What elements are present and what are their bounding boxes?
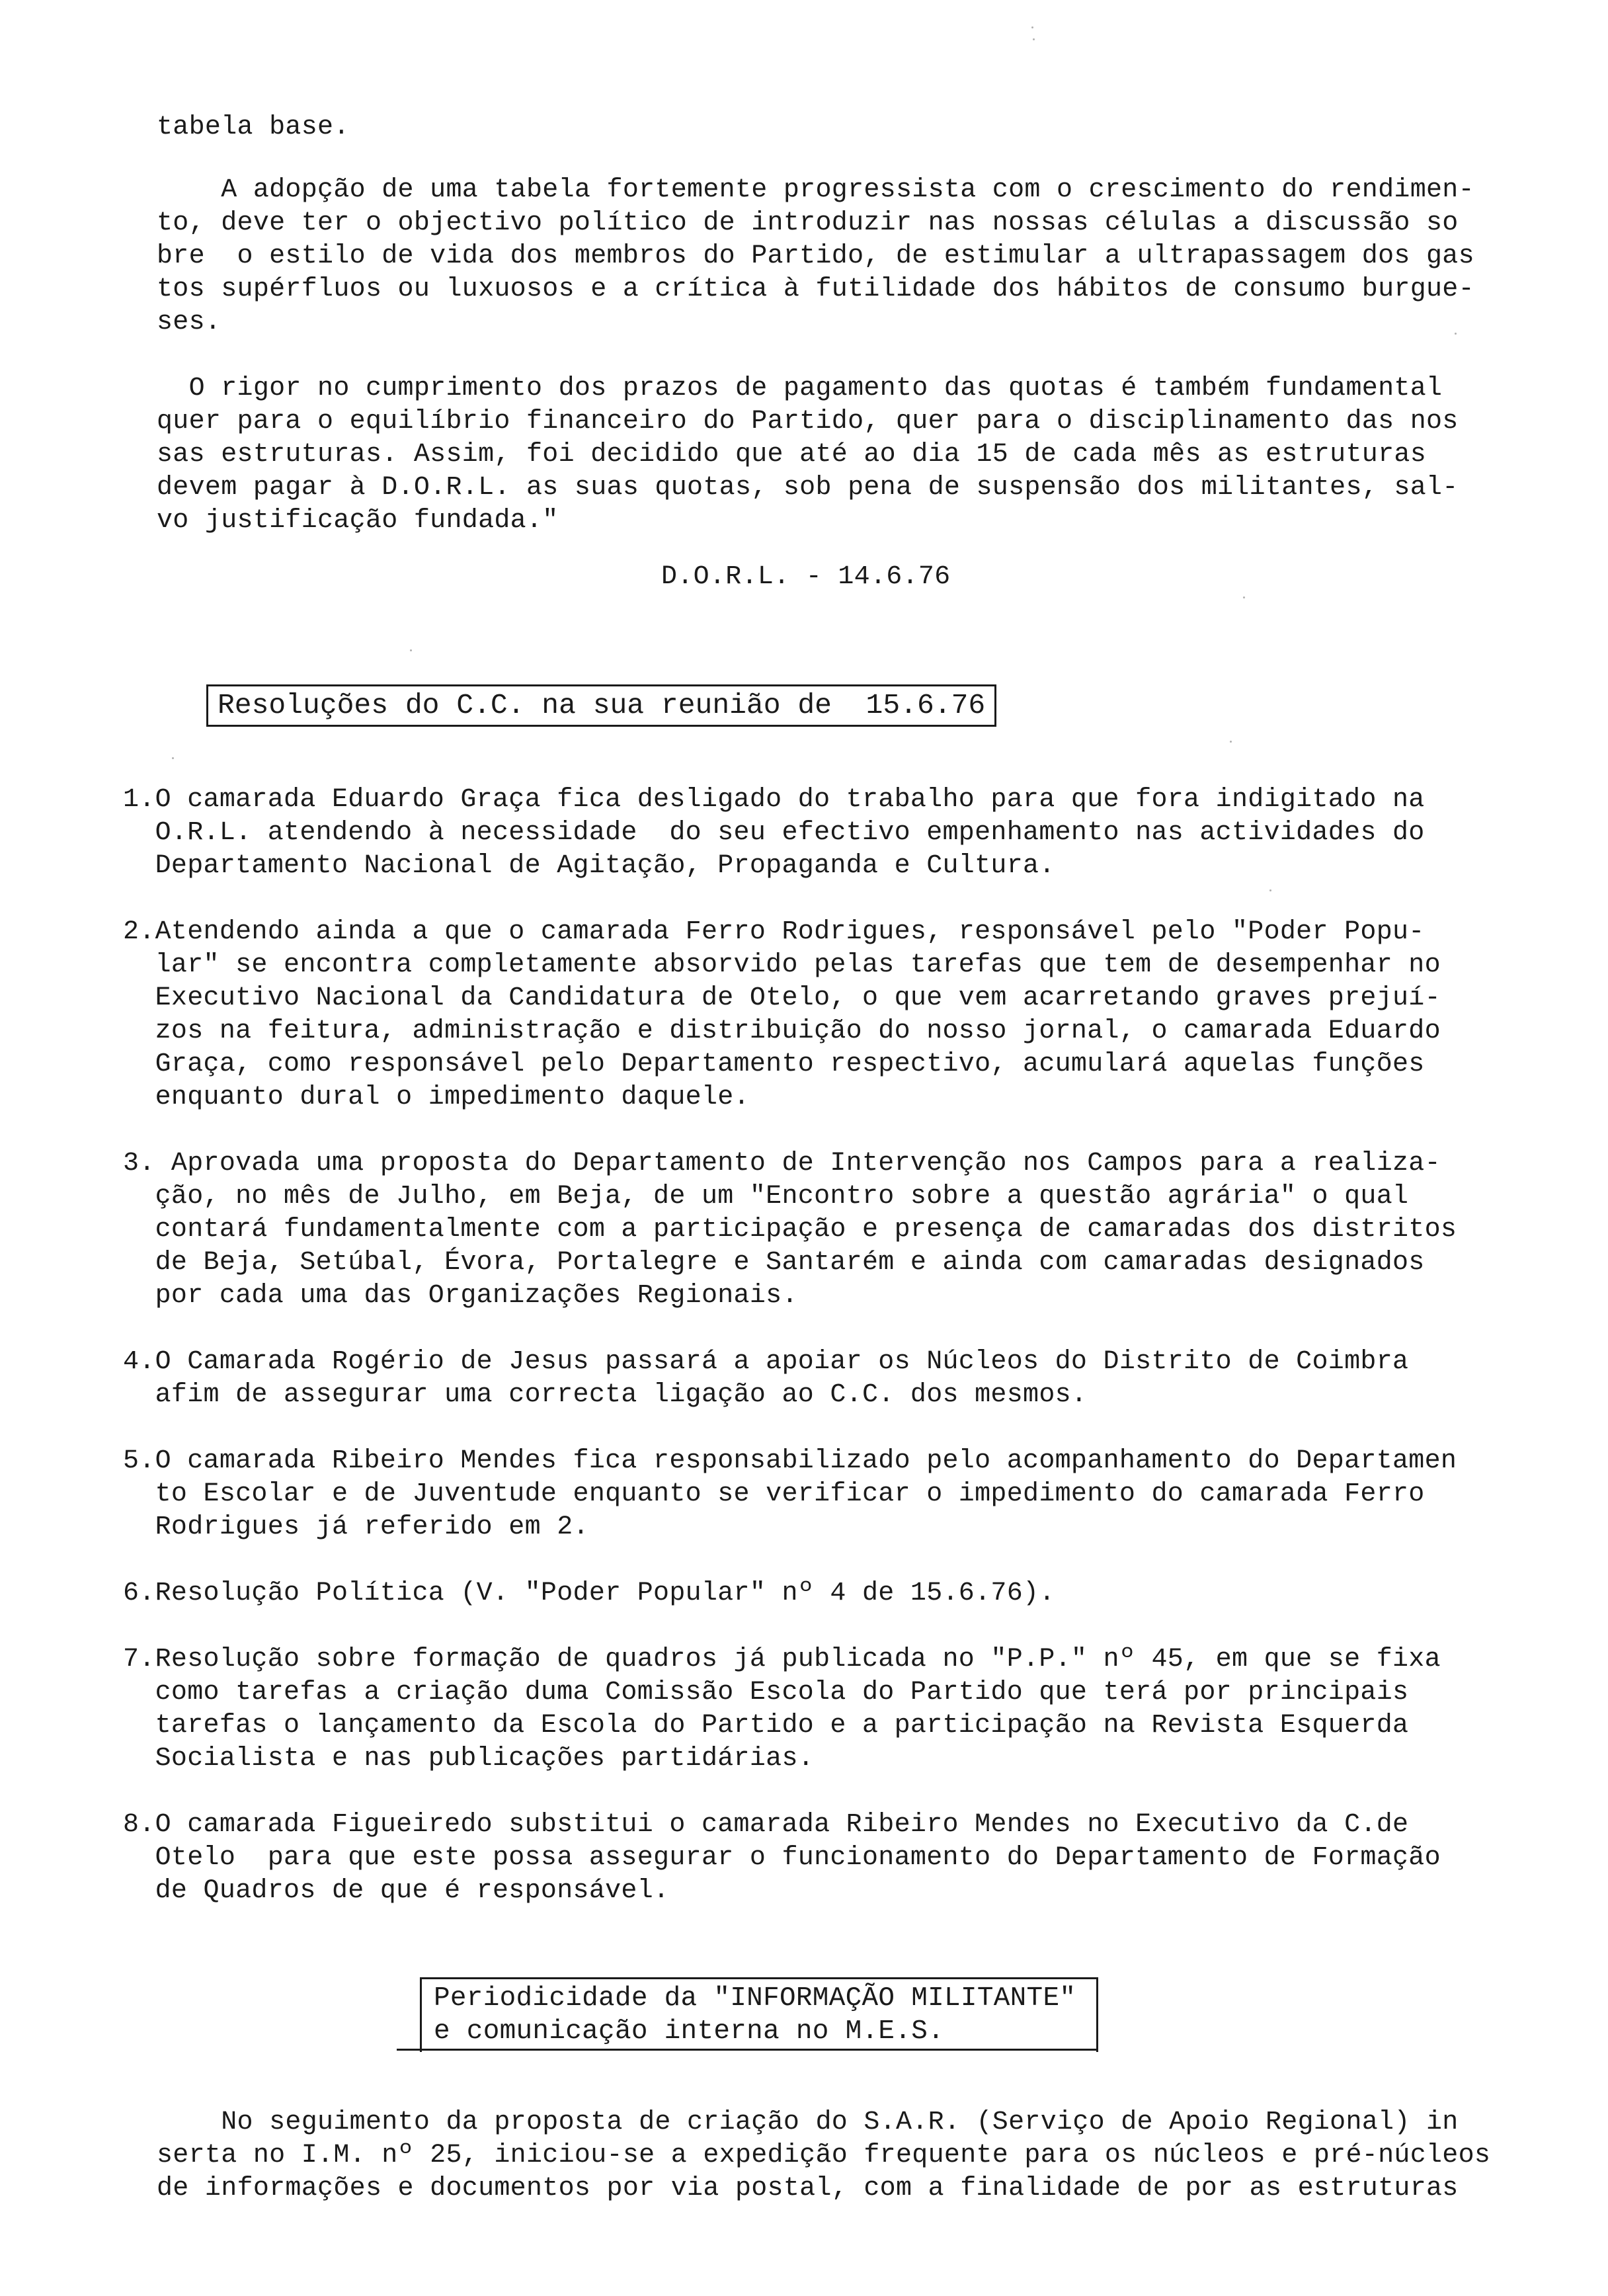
section-heading-box: [420, 1977, 1098, 2052]
text-line: vo justificação fundada.": [157, 506, 559, 536]
text-line: serta no I.M. nº 25, iniciou-se a expedição frequente para os núcleos e pré-núcleos: [157, 2141, 1491, 2170]
list-item-line: Departamento Nacional de Agitação, Propaganda e Cultura.: [123, 851, 1055, 881]
list-item-line: 6.Resolução Política (V. "Poder Popular" nº 4 de 15.6.76).: [123, 1578, 1055, 1608]
text-line: quer para o equilíbrio financeiro do Partido, quer para o disciplinamento das nos: [157, 407, 1459, 436]
scan-speck: [410, 649, 412, 651]
list-item-line: de Beja, Setúbal, Évora, Portalegre e Santarém e ainda com camaradas designados: [123, 1248, 1425, 1278]
text-line: A adopção de uma tabela fortemente progressista com o crescimento do rendimen-: [157, 175, 1474, 205]
text-line: ses.: [157, 308, 221, 337]
heading-underline: [397, 2049, 1096, 2051]
list-item-line: Executivo Nacional da Candidatura de Otelo, o que vem acarretando graves prejuí-: [123, 983, 1441, 1013]
text-line: sas estruturas. Assim, foi decidido que até ao dia 15 de cada mês as estruturas: [157, 440, 1427, 470]
list-item-line: enquanto dural o impedimento daquele.: [123, 1083, 750, 1112]
signature-line: D.O.R.L. - 14.6.76: [661, 562, 951, 592]
section-heading-line: e comunicação interna no M.E.S.: [434, 2016, 945, 2047]
list-item-line: 5.O camarada Ribeiro Mendes fica responsabilizado pelo acompanhamento do Departamen: [123, 1446, 1457, 1476]
list-item-line: 2.Atendendo ainda a que o camarada Ferro Rodrigues, responsável pelo "Poder Popu-: [123, 917, 1425, 947]
text-line: tabela base.: [157, 112, 350, 142]
list-item-line: Socialista e nas publicações partidárias.: [123, 1744, 815, 1774]
list-item-line: Otelo para que este possa assegurar o funcionamento do Departamento de Formação: [123, 1843, 1441, 1873]
section-heading: Resoluções do C.C. na sua reunião de 15.6.76: [206, 684, 996, 727]
list-item-line: 1.O camarada Eduardo Graça fica desligado do trabalho para que fora indigitado na: [123, 785, 1425, 815]
text-line: bre o estilo de vida dos membros do Partido, de estimular a ultrapassagem dos gas: [157, 241, 1474, 271]
section-heading-line: Periodicidade da "INFORMAÇÃO MILITANTE": [434, 1983, 1076, 2014]
list-item-line: ção, no mês de Julho, em Beja, de um "Encontro sobre a questão agrária" o qual: [123, 1182, 1409, 1211]
list-item-line: contará fundamentalmente com a participação e presença de camaradas dos distritos: [123, 1215, 1457, 1245]
scan-speck: [1269, 889, 1271, 891]
scan-speck: [1033, 38, 1035, 40]
scan-speck: [1243, 596, 1245, 598]
text-line: tos supérfluos ou luxuosos e a crítica à futilidade dos hábitos de consumo burgue-: [157, 274, 1474, 304]
list-item-line: Rodrigues já referido em 2.: [123, 1512, 589, 1542]
list-item-line: zos na feitura, administração e distribuição do nosso jornal, o camarada Eduardo: [123, 1016, 1441, 1046]
list-item-line: lar" se encontra completamente absorvido pelas tarefas que tem de desempenhar no: [123, 950, 1441, 980]
scan-speck: [1230, 741, 1232, 743]
list-item-line: O.R.L. atendendo à necessidade do seu efectivo empenhamento nas actividades do: [123, 818, 1425, 848]
text-line: de informações e documentos por via postal, com a finalidade de por as estruturas: [157, 2174, 1459, 2203]
scan-speck: [1455, 333, 1457, 335]
list-item-line: afim de assegurar uma correcta ligação ao C.C. dos mesmos.: [123, 1380, 1088, 1410]
list-item-line: como tarefas a criação duma Comissão Escola do Partido que terá por principais: [123, 1678, 1409, 1707]
list-item-line: Graça, como responsável pelo Departamento respectivo, acumulará aquelas funções: [123, 1049, 1425, 1079]
scan-speck: [172, 757, 174, 759]
list-item-line: tarefas o lançamento da Escola do Partido e a participação na Revista Esquerda: [123, 1711, 1409, 1741]
list-item-line: to Escolar e de Juventude enquanto se verificar o impedimento do camarada Ferro: [123, 1479, 1425, 1509]
text-line: No seguimento da proposta de criação do S.A.R. (Serviço de Apoio Regional) in: [157, 2108, 1459, 2137]
list-item-line: 3. Aprovada uma proposta do Departamento de Intervenção nos Campos para a realiza-: [123, 1149, 1441, 1178]
text-line: O rigor no cumprimento dos prazos de pagamento das quotas é também fundamental: [157, 374, 1443, 403]
list-item-line: 7.Resolução sobre formação de quadros já publicada no "P.P." nº 45, em que se fixa: [123, 1645, 1441, 1674]
list-item-line: 8.O camarada Figueiredo substitui o camarada Ribeiro Mendes no Executivo da C.de: [123, 1810, 1409, 1840]
list-item-line: de Quadros de que é responsável.: [123, 1876, 670, 1906]
list-item-line: por cada uma das Organizações Regionais.: [123, 1281, 798, 1311]
text-line: devem pagar à D.O.R.L. as suas quotas, sob pena de suspensão dos militantes, sal-: [157, 473, 1459, 503]
list-item-line: 4.O Camarada Rogério de Jesus passará a apoiar os Núcleos do Distrito de Coimbra: [123, 1347, 1409, 1377]
text-line: to, deve ter o objectivo político de introduzir nas nossas células a discussão so: [157, 208, 1459, 238]
scan-speck: [1031, 26, 1033, 28]
